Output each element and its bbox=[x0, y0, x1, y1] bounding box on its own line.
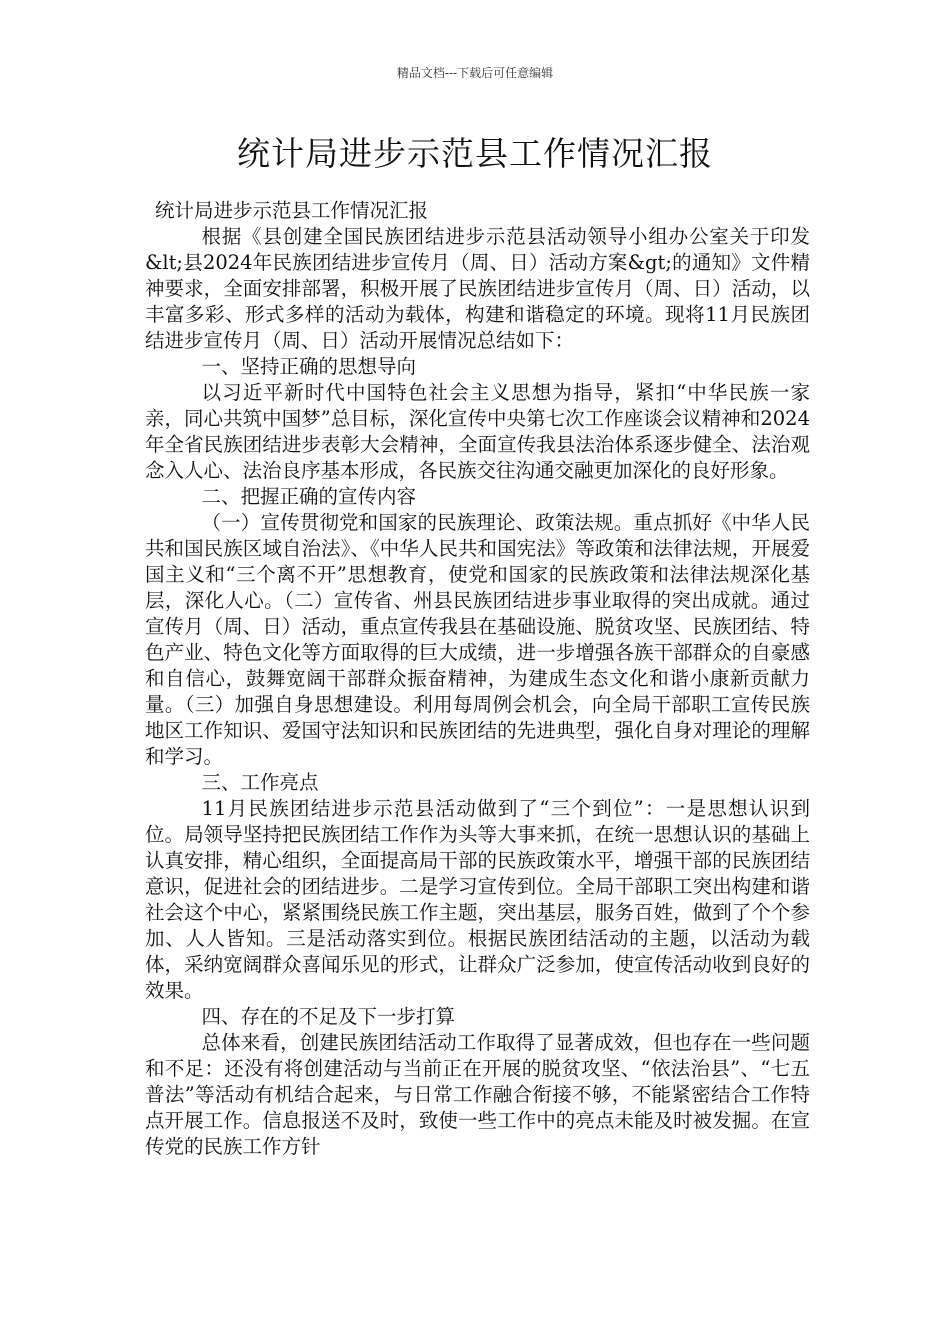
body-subtitle: 统计局进步示范县工作情况汇报 bbox=[155, 199, 429, 222]
section-heading-4: 四、存在的不足及下一步打算 bbox=[201, 1005, 456, 1028]
paragraph-section-4: 总体来看，创建民族团结活动工作取得了显著成效，但也存在一些问题和不足：还没有将创建活动与当前正在开展的脱贫攻坚、“依法治县”、“七五普法”等活动有机结合起来，与日常工作融合衔接不够，不能紧密结合工作特点开展工作。信息报送不及时，致使一些工作中的亮点未能及时被发掘。在宣传党的民族工作方针 bbox=[145, 1031, 810, 1158]
paragraph-section-2: （一）宣传贯彻党和国家的民族理论、政策法规。重点抓好《中华人民共和国民族区域自治法》、《中华人民共和国宪法》等政策和法律法规，开展爱国主义和“三个离不开”思想教育，使党和国家的民族政策和法律法规深化基层，深化人心。（二）宣传省、州县民族团结进步事业取得的突出成就。通过宣传月（周、日）活动，重点宣传我县在基础设施、脱贫攻坚、民族团结、特色产业、特色文化等方面取得的巨大成绩，进一步增强各族干部群众的自豪感和自信心，鼓舞宽阔干部群众振奋精神，为建成生态文化和谐小康新贡献力量。（三）加强自身思想建设。利用每周例会机会，向全局干部职工宣传民族地区工作知识、爱国守法知识和民族团结的先进典型，强化自身对理论的理解和学习。 bbox=[145, 511, 810, 768]
paragraph-section-1: 以习近平新时代中国特色社会主义思想为指导，紧扣“中华民族一家亲，同心共筑中国梦”总目标，深化宣传中央第七次工作座谈会议精神和2024年全省民族团结进步表彰大会精神，全面宣传我县法治体系逐步健全、法治观念入人心、法治良序基本形成，各民族交往沟通交融更加深化的良好形象。 bbox=[145, 381, 810, 482]
paragraph-section-3: 11月民族团结进步示范县活动做到了“三个到位”：一是思想认识到位。局领导坚持把民族团结工作作为头等大事来抓，在统一思想认识的基础上认真安排，精心组织，全面提高局干部的民族政策水平，增强干部的民族团结意识，促进社会的团结进步。二是学习宣传到位。全局干部职工突出构建和谐社会这个中心，紧紧围绕民族工作主题，突出基层，服务百姓，做到了个个参加、人人皆知。三是活动落实到位。根据民族团结活动的主题，以活动为载体，采纳宽阔群众喜闻乐见的形式，让群众广泛参加，使宣传活动收到良好的效果。 bbox=[145, 797, 810, 1002]
header-note: 精品文档---下载后可任意编辑 bbox=[396, 66, 554, 80]
document-body bbox=[145, 198, 810, 1160]
paragraph-intro: 根据《县创建全国民族团结进步示范县活动领导小组办公室关于印发&lt;县2024年民族团结进步宣传月（周、日）活动方案&gt;的通知》文件精神要求，全面安排部署，积极开展了民族团结进步宣传月（周、日）活动，以丰富多彩、形式多样的活动为载体，构建和谐稳定的环境。现将11月民族团结进步宣传月（周、日）活动开展情况总结如下： bbox=[145, 225, 810, 352]
document-title: 统计局进步示范县工作情况汇报 bbox=[237, 134, 713, 173]
section-heading-3: 三、工作亮点 bbox=[201, 771, 319, 794]
section-heading-1: 一、坚持正确的思想导向 bbox=[201, 355, 417, 378]
section-heading-2: 二、把握正确的宣传内容 bbox=[201, 485, 417, 508]
